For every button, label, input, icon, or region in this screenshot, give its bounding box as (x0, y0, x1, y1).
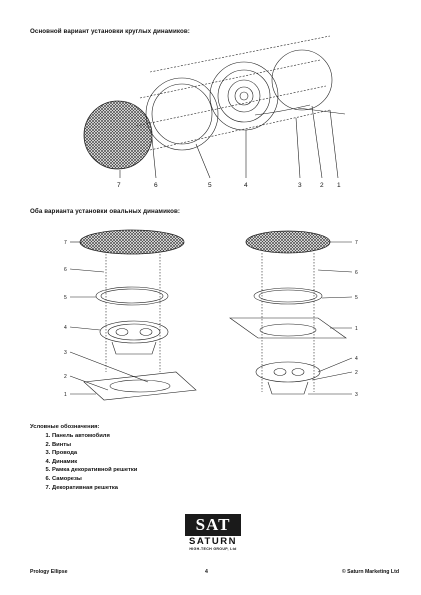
logo-tagline: HIGH-TECH GROUP, Ltd (189, 547, 237, 551)
legend-item: 1. Панель автомобиля (52, 432, 137, 441)
left-callout-1: 1 (64, 392, 67, 398)
grille-frame (146, 78, 218, 150)
right-callout-2: 2 (355, 370, 358, 376)
left-callout-7: 7 (64, 240, 67, 246)
grille-frame-right (254, 288, 322, 304)
speaker (210, 62, 278, 130)
speaker-right (256, 362, 320, 382)
footer-copyright: © Saturn Marketing Ltd (341, 569, 399, 575)
left-callout-4: 4 (64, 325, 67, 331)
right-callout-6: 6 (355, 270, 358, 276)
callout-1: 1 (337, 182, 341, 189)
legend-item: 3. Провода (52, 449, 137, 458)
legend (30, 424, 137, 492)
legend-title: Условные обозначения: (30, 424, 100, 430)
oval-speaker-installation-diagram (0, 222, 421, 412)
car-panel (272, 50, 332, 110)
decorative-grille-left (80, 230, 184, 254)
footer-product: Prology Ellipse (30, 569, 68, 575)
right-callout-1: 1 (355, 326, 358, 332)
left-callout-3: 3 (64, 350, 67, 356)
callout-3: 3 (298, 182, 302, 189)
right-callout-3: 3 (355, 392, 358, 398)
left-callout-5: 5 (64, 295, 67, 301)
legend-item: 6. Саморезы (52, 475, 137, 484)
legend-list (30, 432, 137, 492)
logo-name: SATURN (189, 536, 237, 547)
legend-item: 4. Динамик (52, 458, 137, 467)
right-callout-7: 7 (355, 240, 358, 246)
right-callout-5: 5 (355, 295, 358, 301)
callout-7: 7 (117, 182, 121, 189)
left-callout-2: 2 (64, 374, 67, 380)
car-panel-left (84, 372, 196, 400)
callout-5: 5 (208, 182, 212, 189)
round-speaker-installation-diagram (0, 40, 421, 190)
saturn-logo (183, 514, 243, 551)
grille-frame-left (96, 287, 168, 305)
logo-mark: SAT (185, 514, 241, 536)
legend-item: 5. Рамка декоративной решетки (52, 466, 137, 475)
car-panel-right (230, 318, 346, 338)
heading-oval-speakers: Оба варианта установки овальных динамиков: (30, 208, 181, 215)
footer-page-number: 4 (205, 569, 208, 575)
decorative-grille-right (246, 231, 330, 253)
right-callout-4: 4 (355, 356, 358, 362)
decorative-grille (84, 101, 152, 169)
legend-item: 7. Декоративная решетка (52, 484, 137, 493)
callout-4: 4 (244, 182, 248, 189)
legend-item: 2. Винты (52, 441, 137, 450)
left-callout-6: 6 (64, 267, 67, 273)
callout-2: 2 (320, 182, 324, 189)
callout-6: 6 (154, 182, 158, 189)
heading-round-speakers: Основной вариант установки круглых динамиков: (30, 28, 190, 35)
